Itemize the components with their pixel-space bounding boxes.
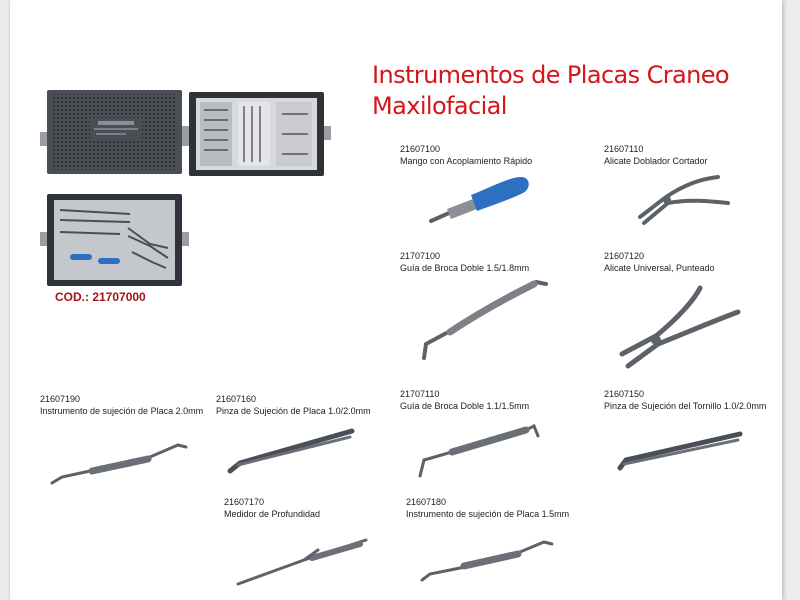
title-line-1: Instrumentos de Placas Craneo [372,61,729,89]
product-universal-pliers [604,250,782,274]
page-title [372,60,772,122]
product-code: 21707110 [400,389,440,399]
product-double-drill-guide-1518 [400,250,590,274]
screw-holding-forceps-image [616,430,746,474]
product-code: 21607160 [216,394,257,404]
product-code: 21607180 [406,497,447,507]
quick-coupling-handle-image [425,169,535,229]
double-drill-guide-image [416,420,556,480]
product-code: 21607150 [604,389,645,399]
universal-pliers-image [616,284,746,370]
product-code: 21607110 [604,144,644,154]
product-name: Guía de Broca Doble 1.1/1.5mm [400,401,530,411]
plate-holding-forceps-image [224,427,360,477]
product-name: Mango con Acoplamiento Rápido [400,156,533,166]
bending-cutting-pliers-image [634,169,734,225]
kit-code: COD.: 21707000 [55,290,146,304]
product-name: Alicate Doblador Cortador [604,156,708,166]
product-code: 21607120 [604,251,645,261]
product-double-drill-guide-1115 [400,388,590,412]
product-code: 21607190 [40,394,81,404]
product-code: 21707100 [400,251,441,261]
product-screw-holding-forceps [604,388,782,412]
product-name: Alicate Universal, Punteado [604,263,715,273]
product-plate-holding-forceps [216,393,406,417]
plate-holder-image [50,437,190,493]
product-code: 21607170 [224,497,265,507]
double-drill-guide-image [414,274,554,364]
product-code: 21607100 [400,144,441,154]
plate-holder-image [420,536,556,586]
open-case-image [182,90,332,178]
product-depth-gauge [224,496,414,520]
product-plate-holder-15 [406,496,596,520]
instrument-case-image [40,192,190,288]
catalog-page [10,0,782,600]
product-name: Instrumento de sujeción de Placa 1.5mm [406,509,570,519]
depth-gauge-image [234,536,374,588]
product-name: Instrumento de sujeción de Placa 2.0mm [40,406,204,416]
title-line-2: Maxilofacial [372,92,507,120]
closed-case-image [40,88,190,178]
product-bending-cutting-pliers [604,143,782,167]
product-name: Pinza de Sujeción de Placa 1.0/2.0mm [216,406,371,416]
product-plate-holder-20 [40,393,230,417]
product-name: Medidor de Profundidad [224,509,321,519]
product-name: Pinza de Sujeción del Tornillo 1.0/2.0mm [604,401,767,411]
product-quick-coupling-handle [400,143,590,167]
product-name: Guía de Broca Doble 1.5/1.8mm [400,263,530,273]
